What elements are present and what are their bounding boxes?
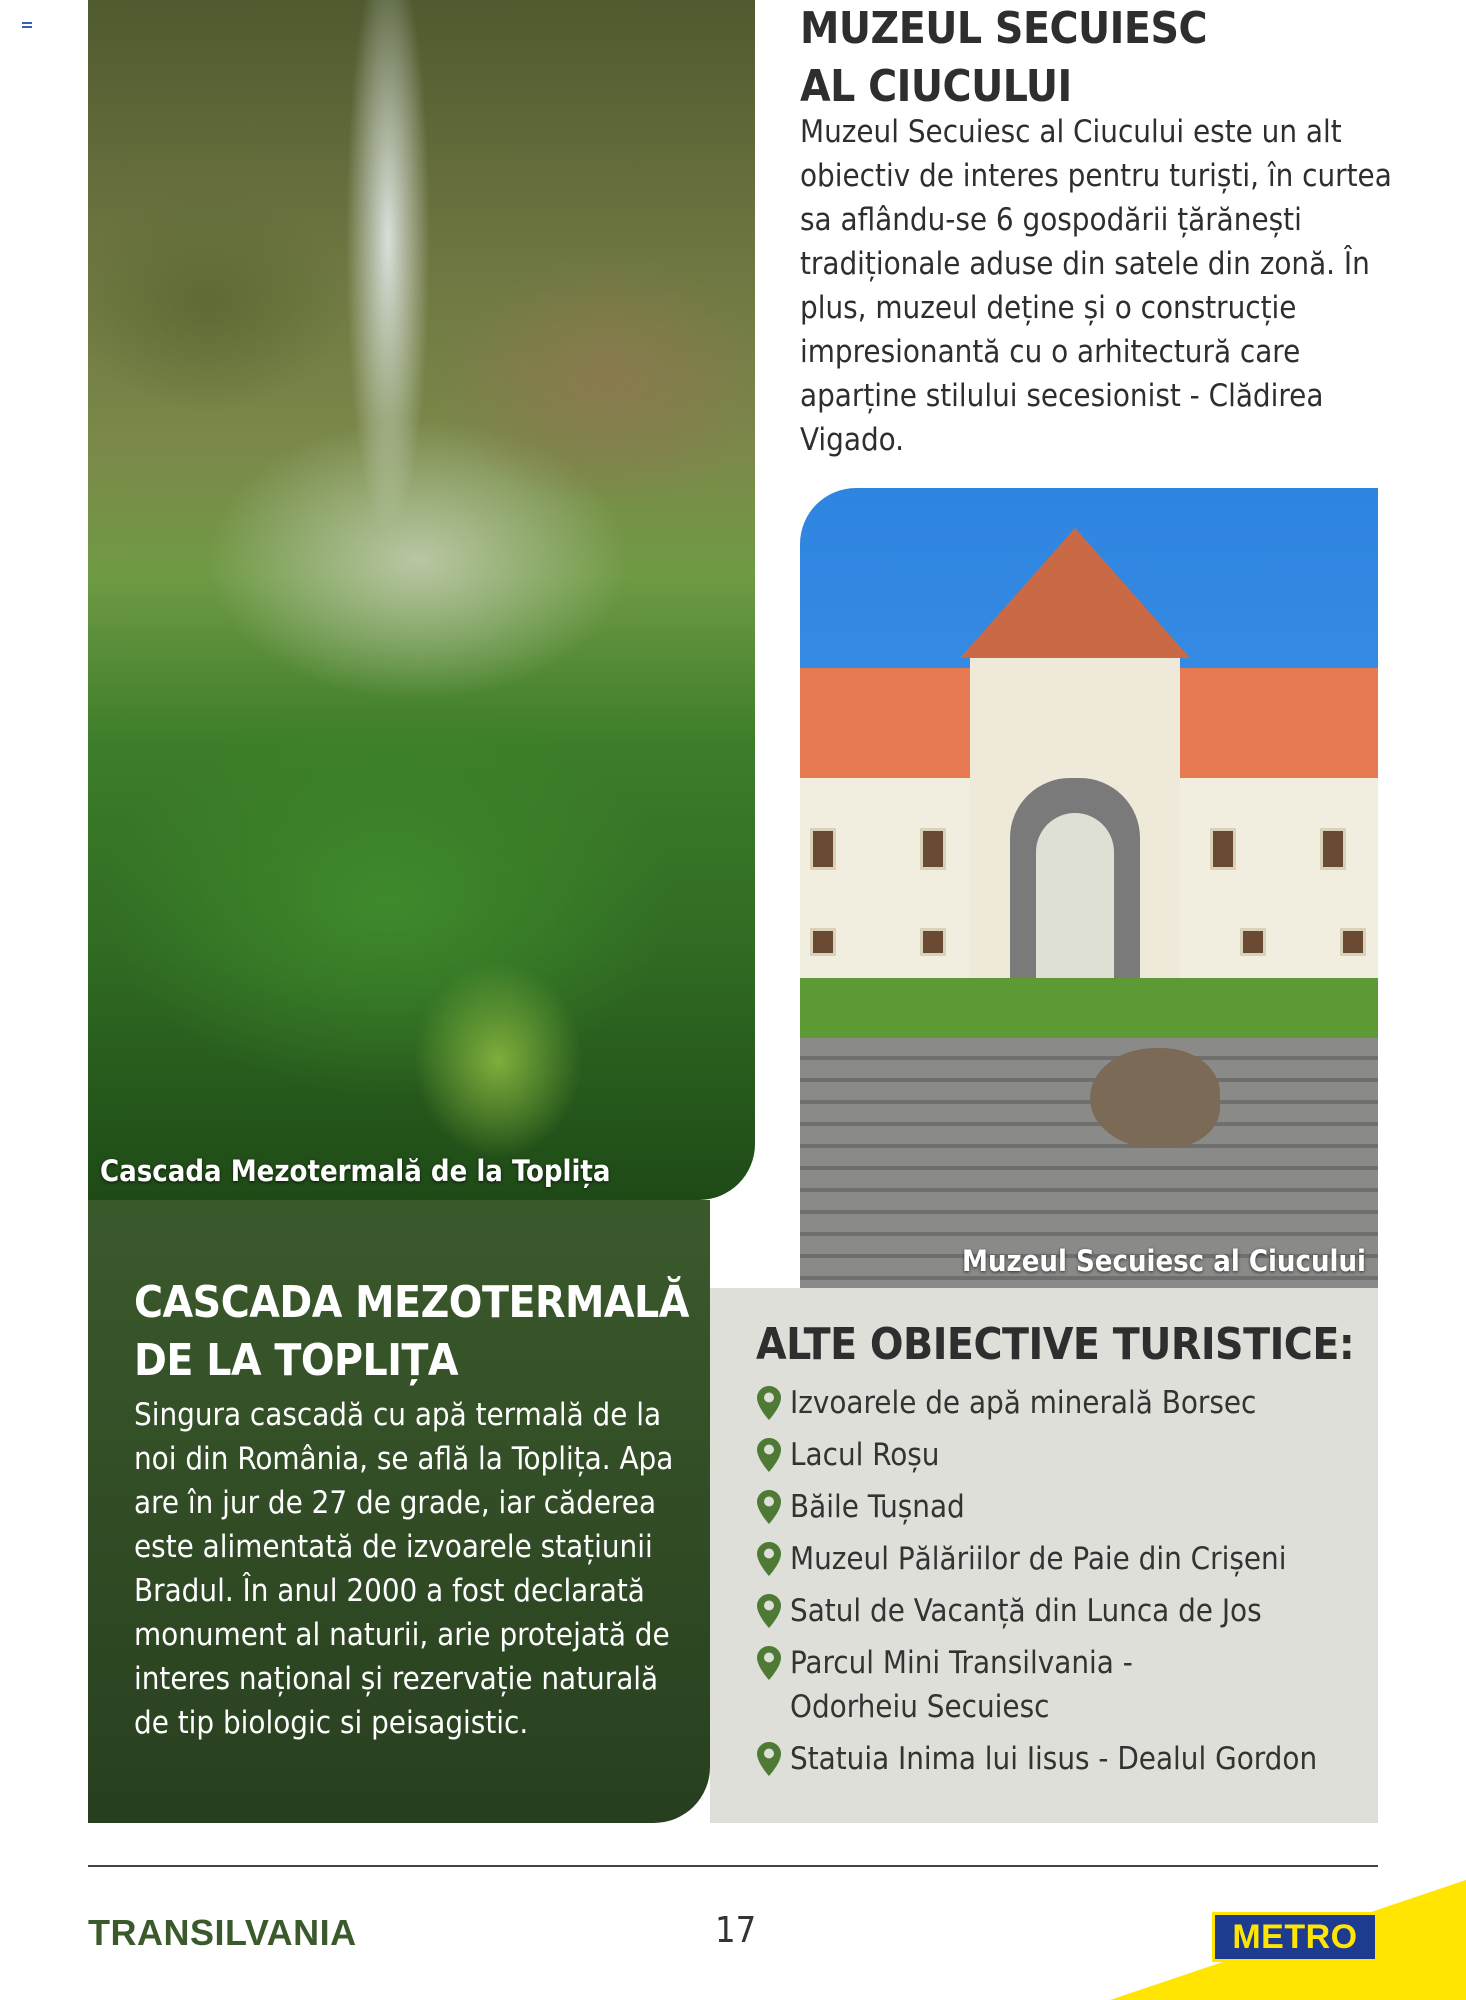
waterfall-info-box: [88, 1200, 710, 1823]
museum-title-line2: AL CIUCULUI: [800, 61, 1072, 112]
metro-logo: METRO: [1212, 1912, 1378, 1962]
museum-section-title: [800, 0, 1207, 116]
location-pin-icon: [756, 1593, 782, 1629]
list-item: [756, 1737, 1366, 1781]
other-objectives-title: ALTE OBIECTIVE TURISTICE:: [756, 1319, 1355, 1370]
museum-title-line1: MUZEUL SECUIESC: [800, 3, 1207, 54]
other-objectives-box: [710, 1288, 1378, 1823]
menu-icon[interactable]: [22, 22, 32, 30]
page-number: 17: [715, 1910, 757, 1951]
list-item: [756, 1537, 1366, 1581]
objective-label: Parcul Mini Transilvania - Odorheiu Secuiesc: [790, 1645, 1133, 1725]
museum-photo-caption: Muzeul Secuiesc al Ciucului: [961, 1244, 1366, 1278]
list-item: [756, 1589, 1366, 1633]
waterfall-photo: [88, 0, 755, 1200]
other-objectives-list: [756, 1381, 1366, 1789]
list-item: [756, 1433, 1366, 1477]
footer-section-name: TRANSILVANIA: [88, 1912, 357, 1953]
museum-section-text: Muzeul Secuiesc al Ciucului este un alt obiectiv de interes pentru turiști, în curtea sa aflându-se 6 gospodării țărănești tradiționale aduse din satele din zonă. În plus, muzeul deține și o construcție impresionantă cu o arhitectură care aparține stilului secesionist - Clădirea Vigado.: [800, 114, 1392, 458]
objective-label: Satul de Vacanță din Lunca de Jos: [790, 1593, 1262, 1629]
waterfall-photo-caption: Cascada Mezotermală de la Toplița: [100, 1154, 611, 1188]
list-item: [756, 1381, 1366, 1425]
waterfall-title-line1: CASCADA MEZOTERMALĂ: [134, 1277, 689, 1328]
objective-label: Băile Tușnad: [790, 1489, 965, 1525]
objective-label: Muzeul Pălăriilor de Paie din Crișeni: [790, 1541, 1287, 1577]
objective-label: Lacul Roșu: [790, 1437, 940, 1473]
footer-divider: [88, 1865, 1378, 1867]
location-pin-icon: [756, 1489, 782, 1525]
museum-photo: [800, 488, 1378, 1288]
location-pin-icon: [756, 1541, 782, 1577]
waterfall-title-line2: DE LA TOPLIȚA: [134, 1335, 459, 1386]
objective-label: Statuia Inima lui Iisus - Dealul Gordon: [790, 1741, 1318, 1777]
location-pin-icon: [756, 1437, 782, 1473]
objective-label: Izvoarele de apă minerală Borsec: [790, 1385, 1257, 1421]
location-pin-icon: [756, 1385, 782, 1421]
list-item: [756, 1641, 1366, 1729]
waterfall-section-text: Singura cascadă cu apă termală de la noi din România, se află la Toplița. Apa are în jur de 27 de grade, iar căderea este alimentată de izvoarele stațiunii Bradul. În anul 2000 a fost declarată monument al naturii, arie protejată de interes național și rezervație naturală de tip biologic si peisagistic.: [134, 1397, 674, 1741]
location-pin-icon: [756, 1645, 782, 1681]
waterfall-section-title: [134, 1274, 689, 1390]
list-item: [756, 1485, 1366, 1529]
location-pin-icon: [756, 1741, 782, 1777]
